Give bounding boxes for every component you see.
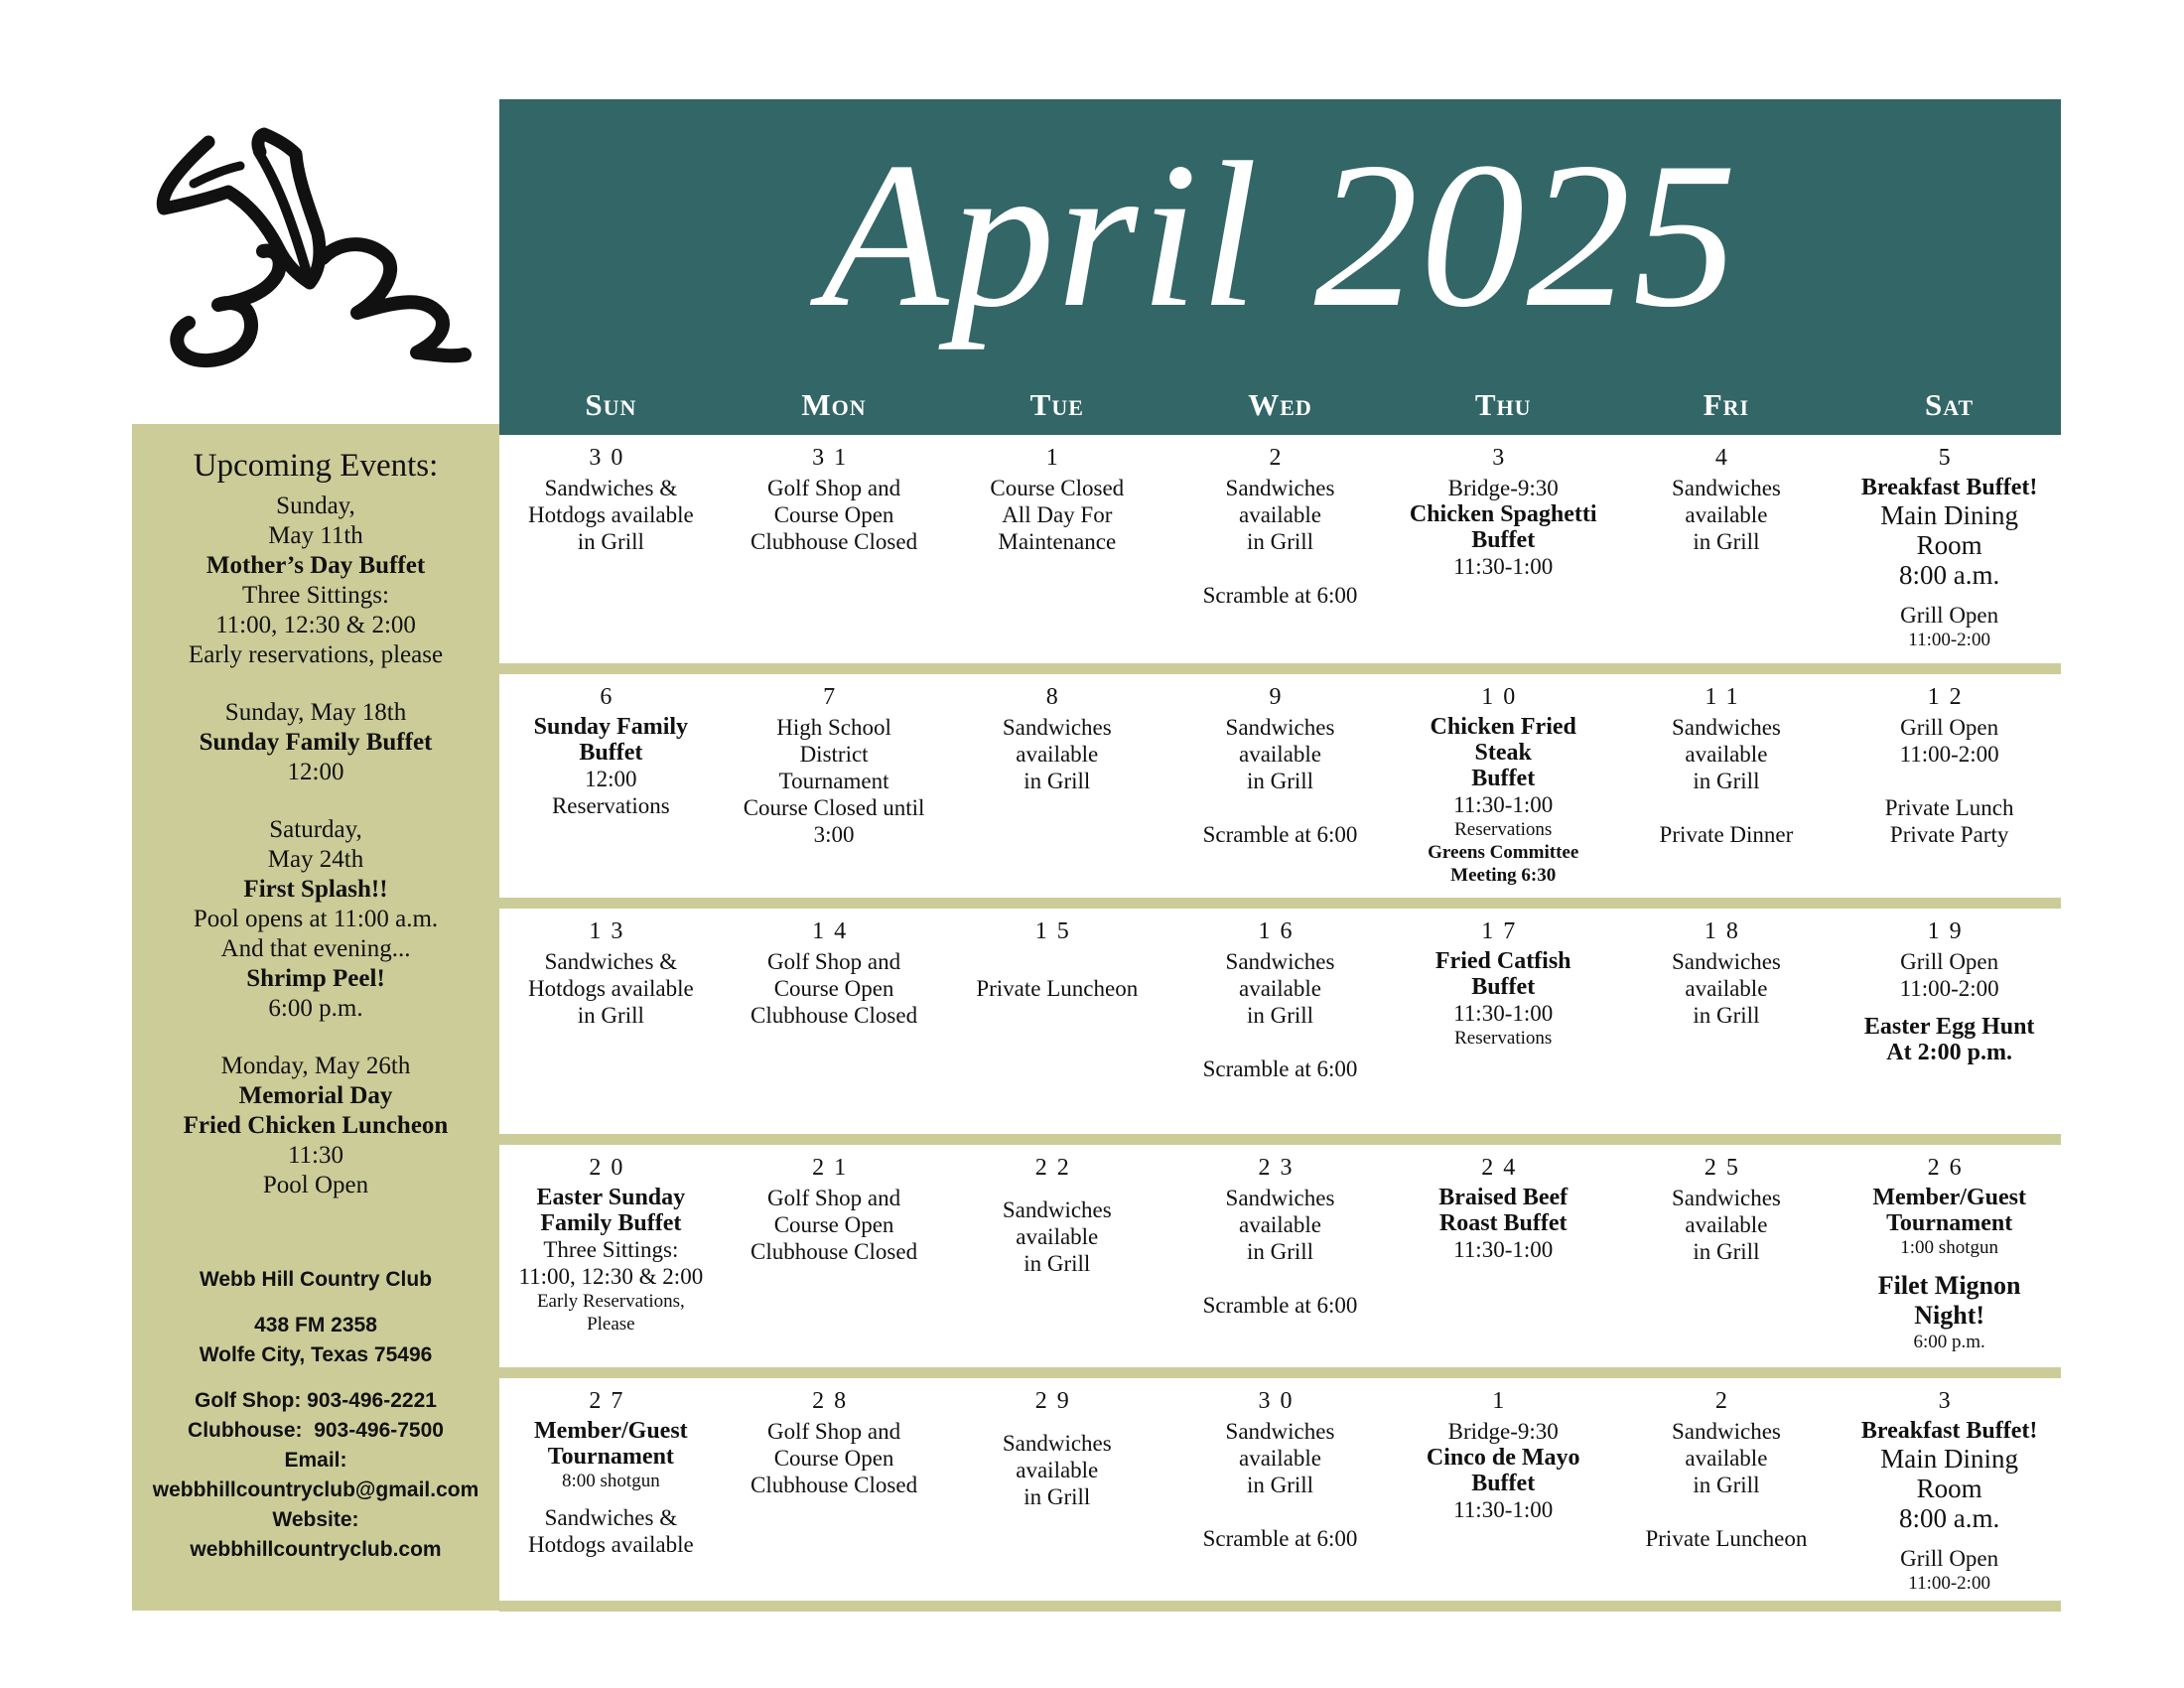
- cell-line: available: [1016, 1458, 1099, 1482]
- week-row: [499, 909, 2061, 1145]
- day-cell[interactable]: [1168, 1145, 1392, 1367]
- weekday-thu: Thu: [1474, 387, 1532, 422]
- cell-line: Course Closed: [990, 476, 1125, 500]
- day-cell[interactable]: [945, 909, 1168, 1134]
- day-number: 4: [1714, 445, 1737, 471]
- cell-line: Reservations: [551, 793, 670, 818]
- day-cell[interactable]: [945, 435, 1168, 663]
- cell-line: 11:30-1:00: [1453, 1001, 1554, 1026]
- day-number: 25: [1704, 1155, 1748, 1181]
- event-memorial-day: [132, 1052, 499, 1200]
- cell-line: Chicken Fried: [1430, 714, 1576, 740]
- club-logo: [149, 124, 477, 382]
- day-cell[interactable]: [1168, 909, 1392, 1134]
- cell-line: Sandwiches: [1225, 949, 1335, 974]
- cell-line: in Grill: [1693, 1473, 1760, 1497]
- cell-line: in Grill: [1246, 1003, 1314, 1028]
- weekday-fri: Fri: [1703, 387, 1750, 422]
- cell-line: Course Open: [773, 1212, 894, 1237]
- day-cell[interactable]: [499, 1145, 723, 1367]
- cell-line: 11:30-1:00: [1453, 792, 1554, 817]
- day-number: 11: [1705, 684, 1748, 710]
- cell-line: Course Open: [773, 976, 894, 1001]
- cell-line: Course Open: [773, 502, 894, 527]
- day-number: 31: [812, 445, 857, 471]
- cell-line: Member/Guest: [534, 1418, 688, 1444]
- cell-line: Sandwiches: [1002, 1197, 1112, 1222]
- cell-line: Buffet: [1471, 1471, 1536, 1496]
- cell-line: Night!: [1914, 1301, 1985, 1330]
- cell-line: All Day For: [1002, 502, 1113, 527]
- event-name: First Splash!!: [243, 876, 388, 903]
- cell-line: Please: [587, 1314, 635, 1335]
- cell-line: in Grill: [1246, 1239, 1314, 1264]
- cell-line: 3:00: [813, 822, 855, 847]
- club-address-line2: Wolfe City, Texas 75496: [199, 1343, 433, 1366]
- day-cell[interactable]: [945, 674, 1168, 898]
- cell-line: 11:00-2:00: [1908, 1573, 1990, 1594]
- day-number: 8: [1045, 684, 1068, 710]
- cell-line: 8:00 a.m.: [1899, 560, 2000, 590]
- day-number: 7: [823, 684, 846, 710]
- day-number: 1: [1492, 1388, 1515, 1414]
- event-line: 12:00: [287, 759, 344, 785]
- day-number: 19: [1927, 918, 1972, 944]
- cell-line: Private Luncheon: [1645, 1526, 1808, 1551]
- cell-line: available: [1685, 1446, 1768, 1471]
- weekday-sun: Sun: [585, 387, 637, 422]
- cell-line: Clubhouse Closed: [751, 1239, 918, 1264]
- cell-line: in Grill: [1246, 1473, 1314, 1497]
- event-first-splash: [132, 815, 499, 1024]
- day-number: 3: [1938, 1388, 1961, 1414]
- website-link[interactable]: webbhillcountryclub.com: [190, 1538, 442, 1561]
- cell-line: At 2:00 p.m.: [1886, 1040, 2012, 1065]
- cell-line: Breakfast Buffet!: [1860, 475, 2038, 500]
- event-line: Sunday,: [276, 492, 355, 519]
- weekday-sat: Sat: [1925, 387, 1975, 422]
- day-number: 22: [1034, 1155, 1079, 1181]
- cell-line: Room: [1916, 530, 1982, 560]
- day-cell[interactable]: [1615, 1378, 1839, 1601]
- cell-line: Clubhouse Closed: [751, 1473, 918, 1497]
- day-number: 28: [812, 1388, 857, 1414]
- event-name: Sunday Family Buffet: [199, 729, 433, 756]
- cell-line: in Grill: [1024, 1251, 1091, 1276]
- cell-line: available: [1685, 976, 1768, 1001]
- day-cell[interactable]: [1392, 1145, 1615, 1367]
- cell-line: 12:00: [585, 767, 637, 791]
- cell-line: Buffet: [1471, 766, 1536, 791]
- day-number: 27: [589, 1388, 633, 1414]
- day-cell[interactable]: [1615, 674, 1839, 898]
- cell-line: Greens Committee: [1428, 842, 1579, 863]
- cell-line: available: [1238, 1446, 1321, 1471]
- cell-line: 8:00 shotgun: [562, 1471, 660, 1491]
- day-cell[interactable]: [499, 1378, 723, 1601]
- cell-line: 11:00-2:00: [1908, 630, 1990, 650]
- cell-line: Family Buffet: [540, 1210, 682, 1236]
- cell-line: Breakfast Buffet!: [1860, 1418, 2038, 1444]
- cell-line: in Grill: [1693, 769, 1760, 793]
- week-row: [499, 435, 2061, 674]
- cell-line: Steak: [1474, 740, 1532, 766]
- cell-line: Buffet: [1471, 974, 1536, 1000]
- day-cell[interactable]: [945, 1378, 1168, 1601]
- cell-line: 11:00-2:00: [1899, 742, 1999, 767]
- cell-line: in Grill: [577, 529, 644, 554]
- event-line: 11:30: [287, 1142, 344, 1169]
- weekday-tue: Tue: [1029, 387, 1084, 422]
- day-cell[interactable]: [1615, 1145, 1839, 1367]
- cell-line: Private Lunch: [1884, 795, 2014, 820]
- event-name: Shrimp Peel!: [246, 965, 385, 992]
- cell-line: Sandwiches &: [544, 1505, 678, 1530]
- day-cell[interactable]: [1838, 1378, 2061, 1601]
- day-cell[interactable]: [1838, 435, 2061, 663]
- cell-line: Course Open: [773, 1446, 894, 1471]
- cell-line: Tournament: [547, 1444, 674, 1470]
- event-line: 11:00, 12:30 & 2:00: [215, 612, 416, 638]
- cell-line: available: [1238, 1212, 1321, 1237]
- cell-line: Scramble at 6:00: [1202, 1526, 1358, 1551]
- cell-line: in Grill: [1246, 529, 1314, 554]
- day-number: 30: [1258, 1388, 1302, 1414]
- cell-line: Sandwiches &: [544, 476, 678, 500]
- cell-line: 11:00, 12:30 & 2:00: [518, 1264, 704, 1289]
- day-number: 2: [1269, 445, 1292, 471]
- day-cell[interactable]: [1838, 909, 2061, 1134]
- cell-line: available: [1016, 1224, 1099, 1249]
- day-number: 1: [1045, 445, 1068, 471]
- cell-line: Grill Open: [1900, 1546, 1999, 1571]
- cell-line: Three Sittings:: [543, 1237, 679, 1262]
- cell-line: available: [1238, 502, 1321, 527]
- cell-line: Scramble at 6:00: [1202, 822, 1358, 847]
- cell-line: Private Luncheon: [976, 976, 1139, 1001]
- upcoming-events-sidebar: [132, 424, 499, 1611]
- cell-line: Room: [1916, 1474, 1982, 1503]
- cell-line: Roast Buffet: [1438, 1210, 1568, 1236]
- cell-line: Sandwiches: [1225, 1419, 1335, 1444]
- cell-line: Scramble at 6:00: [1202, 1056, 1358, 1081]
- cell-line: Sandwiches: [1225, 1186, 1335, 1210]
- day-cell[interactable]: [723, 1378, 946, 1601]
- cell-line: Grill Open: [1900, 603, 1999, 628]
- cell-line: Hotdogs available: [527, 502, 694, 527]
- cell-line: Sandwiches &: [544, 949, 678, 974]
- day-number: 23: [1258, 1155, 1302, 1181]
- cell-line: in Grill: [1246, 769, 1314, 793]
- club-name: Webb Hill Country Club: [199, 1268, 433, 1291]
- day-number: 6: [600, 684, 622, 710]
- day-number: 13: [589, 918, 633, 944]
- weekday-mon: Mon: [801, 387, 867, 422]
- cell-line: Meeting 6:30: [1450, 865, 1557, 886]
- event-name: Fried Chicken Luncheon: [183, 1112, 449, 1139]
- cell-line: Reservations: [1454, 1028, 1553, 1049]
- cell-line: Easter Egg Hunt: [1863, 1014, 2035, 1040]
- cell-line: Sunday Family: [533, 714, 689, 740]
- cell-line: in Grill: [577, 1003, 644, 1028]
- month-title: April 2025: [821, 120, 1739, 351]
- cell-line: Golf Shop and: [766, 949, 901, 974]
- cell-line: Cinco de Mayo: [1426, 1445, 1580, 1471]
- cell-line: 1:00 shotgun: [1900, 1237, 1998, 1258]
- day-cell[interactable]: [723, 435, 946, 663]
- cell-line: Clubhouse Closed: [751, 529, 918, 554]
- cell-line: 6:00 p.m.: [1913, 1332, 1985, 1352]
- cell-line: available: [1685, 502, 1768, 527]
- event-line: Early reservations, please: [188, 641, 444, 668]
- day-number: 26: [1927, 1155, 1972, 1181]
- cell-line: Golf Shop and: [766, 1186, 901, 1210]
- cell-line: Easter Sunday: [536, 1185, 686, 1210]
- cell-line: Private Party: [1889, 822, 2009, 847]
- cell-line: available: [1238, 742, 1321, 767]
- cell-line: Clubhouse Closed: [751, 1003, 918, 1028]
- cell-line: Main Dining: [1880, 1444, 2018, 1474]
- weekday-wed: Wed: [1248, 387, 1312, 422]
- weekday-header-row: [499, 375, 2061, 435]
- cell-line: Sandwiches: [1002, 715, 1112, 740]
- cell-line: 11:30-1:00: [1453, 1237, 1554, 1262]
- day-number: 30: [589, 445, 633, 471]
- day-cell[interactable]: [1392, 909, 1615, 1134]
- day-cell[interactable]: [1615, 909, 1839, 1134]
- club-address-line1: 438 FM 2358: [254, 1314, 377, 1336]
- calendar-header: [499, 99, 2061, 435]
- cell-line: Sandwiches: [1671, 1186, 1781, 1210]
- cell-line: Main Dining: [1880, 500, 2018, 530]
- cell-line: in Grill: [1693, 1239, 1760, 1264]
- day-number: 9: [1269, 684, 1292, 710]
- cell-line: Scramble at 6:00: [1202, 1293, 1358, 1318]
- upcoming-events-title: Upcoming Events:: [193, 448, 439, 484]
- cell-line: available: [1685, 742, 1768, 767]
- day-number: 5: [1938, 445, 1961, 471]
- cell-line: Bridge-9:30: [1447, 476, 1559, 500]
- cell-line: Bridge-9:30: [1447, 1419, 1559, 1444]
- email-label: Email:: [284, 1449, 347, 1472]
- cell-line: Golf Shop and: [766, 476, 901, 500]
- day-cell[interactable]: [1392, 1378, 1615, 1601]
- day-number: 2: [1714, 1388, 1737, 1414]
- cell-line: Grill Open: [1900, 715, 1999, 740]
- day-cell[interactable]: [1838, 1145, 2061, 1367]
- cell-line: in Grill: [1024, 1484, 1091, 1509]
- day-cell[interactable]: [723, 1145, 946, 1367]
- cell-line: High School: [776, 715, 891, 740]
- day-cell[interactable]: [723, 909, 946, 1134]
- event-line: May 24th: [267, 846, 364, 873]
- cell-line: Private Dinner: [1659, 822, 1794, 847]
- event-line: Monday, May 26th: [220, 1053, 411, 1079]
- day-number: 29: [1034, 1388, 1079, 1414]
- day-number: 17: [1481, 918, 1526, 944]
- day-cell[interactable]: [1168, 674, 1392, 898]
- cell-line: Sandwiches: [1671, 949, 1781, 974]
- day-number: 10: [1481, 684, 1526, 710]
- cell-line: in Grill: [1693, 1003, 1760, 1028]
- cell-line: 11:00-2:00: [1899, 976, 1999, 1001]
- event-line: May 11th: [268, 522, 363, 549]
- cell-line: Tournament: [1886, 1210, 2013, 1236]
- cell-line: Sandwiches: [1225, 476, 1335, 500]
- cell-line: District: [799, 742, 869, 767]
- cell-line: Course Closed until: [743, 795, 925, 820]
- cell-line: 11:30-1:00: [1453, 554, 1554, 579]
- event-mothers-day: [132, 492, 499, 670]
- cell-line: Sandwiches: [1225, 715, 1335, 740]
- day-cell[interactable]: [1838, 674, 2061, 898]
- event-name: Memorial Day: [238, 1082, 393, 1109]
- cell-line: Tournament: [778, 769, 889, 793]
- event-name: Mother’s Day Buffet: [205, 552, 426, 579]
- day-cell[interactable]: [945, 1145, 1168, 1367]
- day-cell[interactable]: [723, 674, 946, 898]
- cell-line: Sandwiches: [1671, 476, 1781, 500]
- golf-shop-phone: Golf Shop: 903-496-2221: [195, 1389, 437, 1412]
- cell-line: available: [1238, 976, 1321, 1001]
- cell-line: Grill Open: [1900, 949, 1999, 974]
- club-contact-info: [132, 1265, 499, 1565]
- event-line: Three Sittings:: [242, 582, 389, 609]
- week-row: [499, 1145, 2061, 1378]
- cell-line: available: [1685, 1212, 1768, 1237]
- cell-line: Filet Mignon: [1877, 1271, 2021, 1300]
- day-number: 15: [1034, 918, 1079, 944]
- cell-line: in Grill: [1024, 769, 1091, 793]
- cell-line: available: [1016, 742, 1099, 767]
- cell-line: 8:00 a.m.: [1899, 1503, 2000, 1533]
- event-line: And that evening...: [220, 935, 411, 962]
- cell-line: Sandwiches: [1671, 715, 1781, 740]
- day-number: 20: [589, 1155, 633, 1181]
- day-number: 21: [812, 1155, 857, 1181]
- day-number: 3: [1492, 445, 1515, 471]
- day-cell[interactable]: [499, 909, 723, 1134]
- cell-line: Buffet: [579, 740, 643, 766]
- cell-line: Buffet: [1471, 527, 1536, 553]
- calendar-grid: [499, 435, 2061, 1612]
- day-number: 16: [1258, 918, 1302, 944]
- day-cell[interactable]: [1168, 435, 1392, 663]
- cell-line: Hotdogs available: [527, 1532, 694, 1557]
- cell-line: Chicken Spaghetti: [1409, 501, 1597, 527]
- clubhouse-phone: Clubhouse: 903-496-7500: [188, 1419, 444, 1442]
- cell-line: Sandwiches: [1002, 1431, 1112, 1456]
- week-row: [499, 1378, 2061, 1612]
- week-row: [499, 674, 2061, 909]
- event-line: Sunday, May 18th: [224, 699, 407, 726]
- day-number: 14: [812, 918, 857, 944]
- cell-line: 11:30-1:00: [1453, 1497, 1554, 1522]
- website-label: Website:: [272, 1508, 359, 1531]
- cell-line: Fried Catfish: [1434, 948, 1571, 974]
- cell-line: Braised Beef: [1438, 1185, 1569, 1210]
- event-line: Saturday,: [269, 816, 362, 843]
- day-cell[interactable]: [1168, 1378, 1392, 1601]
- cell-line: Scramble at 6:00: [1202, 583, 1358, 608]
- day-cell[interactable]: [1392, 435, 1615, 663]
- day-cell[interactable]: [1392, 674, 1615, 898]
- email-link[interactable]: webbhillcountryclub@gmail.com: [152, 1478, 479, 1501]
- cell-line: Golf Shop and: [766, 1419, 901, 1444]
- event-line: Pool Open: [262, 1172, 369, 1198]
- cell-line: Early Reservations,: [536, 1291, 685, 1312]
- event-line: 6:00 p.m.: [268, 995, 363, 1022]
- cell-line: Sandwiches: [1671, 1419, 1781, 1444]
- day-number: 18: [1704, 918, 1748, 944]
- cell-line: Maintenance: [998, 529, 1117, 554]
- cell-line: Hotdogs available: [527, 976, 694, 1001]
- day-cell[interactable]: [1615, 435, 1839, 663]
- cell-line: Reservations: [1454, 819, 1553, 840]
- day-number: 24: [1481, 1155, 1526, 1181]
- event-family-buffet: [132, 698, 499, 787]
- cell-line: Member/Guest: [1872, 1185, 2026, 1210]
- cell-line: in Grill: [1693, 529, 1760, 554]
- day-cell[interactable]: [499, 674, 723, 898]
- event-line: Pool opens at 11:00 a.m.: [193, 906, 439, 932]
- day-number: 12: [1927, 684, 1972, 710]
- day-cell[interactable]: [499, 435, 723, 663]
